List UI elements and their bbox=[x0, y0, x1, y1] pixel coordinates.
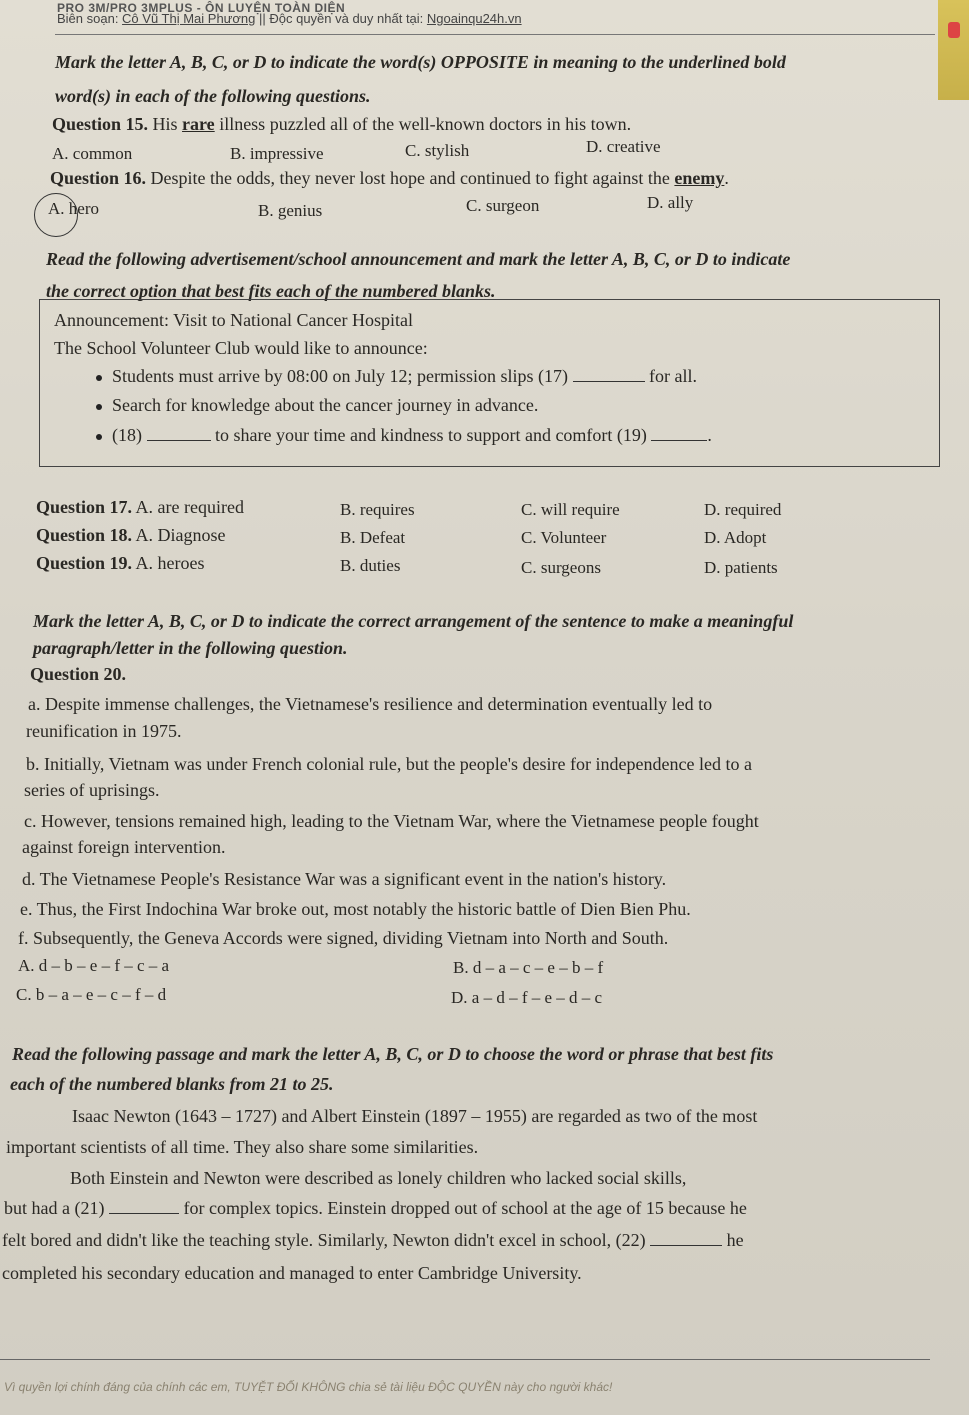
question-16-stem bbox=[50, 168, 729, 189]
q17-option-a[interactable]: A. are required bbox=[135, 497, 244, 517]
q18-option-d[interactable]: D. Adopt bbox=[704, 528, 767, 547]
q20-option-d[interactable]: D. a – d – f – e – d – c bbox=[451, 988, 603, 1007]
passage-p2-line4: completed his secondary education and managed to enter Cambridge University. bbox=[2, 1263, 582, 1283]
announcement-bullet-1 bbox=[112, 366, 697, 387]
q19-option-b[interactable]: B. duties bbox=[340, 556, 401, 575]
q15-pre: His bbox=[148, 114, 183, 134]
q15-post: illness puzzled all of the well-known doctors in his town. bbox=[214, 114, 632, 134]
q20-sentence-a-line2: reunification in 1975. bbox=[26, 721, 182, 741]
q17-option-b[interactable]: B. requires bbox=[340, 500, 415, 519]
q15-underlined-word: rare bbox=[182, 114, 215, 134]
bullet1-text-b: for all. bbox=[644, 366, 697, 386]
p2b-post: for complex topics. Einstein dropped out of school at the age of 15 because he bbox=[178, 1198, 747, 1218]
q15-option-a[interactable]: A. common bbox=[52, 144, 133, 163]
bullet3-text-c: . bbox=[707, 425, 712, 445]
yellow-sticker bbox=[938, 0, 969, 100]
question-18-label: Question 18. bbox=[36, 525, 133, 545]
q20-sentence-b-line1: b. Initially, Vietnam was under French colonial rule, but the people's desire for independence led to a bbox=[26, 754, 752, 774]
p2c-post: he bbox=[722, 1230, 744, 1250]
q15-option-d[interactable]: D. creative bbox=[586, 137, 661, 156]
bullet-dot bbox=[96, 404, 102, 410]
site-link[interactable]: Ngoainqu24h.vn bbox=[426, 11, 522, 26]
q15-option-c[interactable]: C. stylish bbox=[405, 141, 470, 160]
q19-option-c[interactable]: C. surgeons bbox=[521, 558, 601, 577]
q17-option-d[interactable]: D. required bbox=[704, 500, 782, 519]
q20-sentence-f: f. Subsequently, the Geneva Accords were signed, dividing Vietnam into North and South. bbox=[18, 928, 669, 948]
author-middle: || Độc quyền và duy nhất tại: bbox=[255, 11, 427, 26]
blank-21[interactable] bbox=[109, 1213, 179, 1214]
announcement-bullet-3 bbox=[112, 425, 712, 446]
author-line bbox=[57, 11, 522, 26]
blank-19[interactable] bbox=[651, 440, 707, 441]
question-15-stem bbox=[52, 114, 631, 135]
bullet-dot bbox=[96, 434, 102, 440]
blank-18[interactable] bbox=[147, 440, 211, 441]
section2-instruction-line1: Read the following advertisement/school announcement and mark the letter A, B, C, or D to indicate bbox=[46, 249, 791, 269]
question-18-row bbox=[36, 525, 226, 546]
q16-option-c[interactable]: C. surgeon bbox=[466, 196, 540, 215]
q18-option-c[interactable]: C. Volunteer bbox=[521, 528, 607, 547]
question-19-label: Question 19. bbox=[36, 553, 133, 573]
blank-22[interactable] bbox=[650, 1245, 722, 1246]
p2b-pre: but had a (21) bbox=[4, 1198, 109, 1218]
section2-instruction-line2: the correct option that best fits each of the numbered blanks. bbox=[46, 281, 496, 301]
q19-option-d[interactable]: D. patients bbox=[704, 558, 778, 577]
passage-p1-line1: Isaac Newton (1643 – 1727) and Albert Einstein (1897 – 1955) are regarded as two of the most bbox=[72, 1106, 758, 1126]
passage-p2-line2 bbox=[4, 1198, 747, 1219]
bullet3-text-a: (18) bbox=[112, 425, 147, 445]
author-name: Cô Vũ Thị Mai Phương bbox=[122, 11, 256, 26]
q20-sentence-b-line2: series of uprisings. bbox=[24, 780, 160, 800]
q20-sentence-d: d. The Vietnamese People's Resistance War was a significant event in the nation's history. bbox=[22, 869, 667, 889]
section1-instruction-line2: word(s) in each of the following questions. bbox=[55, 86, 371, 106]
author-prefix: Biên soạn: bbox=[57, 11, 123, 26]
copyright-notice: Vì quyền lợi chính đáng của chính các em, TUYỆT ĐỐI KHÔNG chia sẻ tài liệu ĐỘC QUYỀN này cho người khác! bbox=[4, 1380, 613, 1394]
section4-instruction-line2: each of the numbered blanks from 21 to 25. bbox=[10, 1074, 334, 1094]
q16-underlined-word: enemy bbox=[674, 168, 725, 188]
q20-option-b[interactable]: B. d – a – c – e – b – f bbox=[453, 958, 604, 977]
blank-17[interactable] bbox=[573, 381, 645, 382]
question-17-label: Question 17. bbox=[36, 497, 133, 517]
course-title: PRO 3M/PRO 3MPLUS - ÔN LUYỆN TOÀN DIỆN bbox=[57, 1, 346, 15]
q16-option-b[interactable]: B. genius bbox=[258, 201, 323, 220]
q16-option-a[interactable]: A. hero bbox=[48, 199, 99, 218]
q20-sentence-c-line1: c. However, tensions remained high, leading to the Vietnam War, where the Vietnamese people fought bbox=[24, 811, 759, 831]
passage-p2-line1: Both Einstein and Newton were described as lonely children who lacked social skills, bbox=[70, 1168, 687, 1188]
question-16-label: Question 16. bbox=[50, 168, 147, 188]
passage-p2-line3 bbox=[2, 1230, 744, 1251]
q16-pre: Despite the odds, they never lost hope and continued to fight against the bbox=[146, 168, 675, 188]
q18-option-a[interactable]: A. Diagnose bbox=[135, 525, 226, 545]
q20-sentence-c-line2: against foreign intervention. bbox=[22, 837, 226, 857]
section4-instruction-line1: Read the following passage and mark the letter A, B, C, or D to choose the word or phrase that best fits bbox=[12, 1044, 774, 1064]
bullet1-text-a: Students must arrive by 08:00 on July 12; permission slips (17) bbox=[112, 366, 573, 386]
section3-instruction-line1: Mark the letter A, B, C, or D to indicate the correct arrangement of the sentence to make a meaningful bbox=[33, 611, 794, 631]
announcement-title: Announcement: Visit to National Cancer Hospital bbox=[54, 310, 414, 330]
question-15-label: Question 15. bbox=[52, 114, 149, 134]
section3-instruction-line2: paragraph/letter in the following question. bbox=[33, 638, 348, 658]
announcement-intro: The School Volunteer Club would like to announce: bbox=[54, 338, 428, 358]
q20-sentence-a-line1: a. Despite immense challenges, the Vietnamese's resilience and determination eventually led to bbox=[28, 694, 713, 714]
q20-option-a[interactable]: A. d – b – e – f – c – a bbox=[18, 956, 170, 975]
q15-option-b[interactable]: B. impressive bbox=[230, 144, 324, 163]
red-marker bbox=[948, 22, 960, 38]
footer-divider bbox=[0, 1359, 930, 1360]
question-20-label: Question 20. bbox=[30, 664, 127, 684]
bullet-dot bbox=[96, 375, 102, 381]
q16-post: . bbox=[724, 168, 729, 188]
q16-option-d[interactable]: D. ally bbox=[647, 193, 694, 212]
p2c-pre: felt bored and didn't like the teaching style. Similarly, Newton didn't excel in school, (22) bbox=[2, 1230, 651, 1250]
q20-sentence-e: e. Thus, the First Indochina War broke out, most notably the historic battle of Dien Bien Phu. bbox=[20, 899, 691, 919]
q18-option-b[interactable]: B. Defeat bbox=[340, 528, 406, 547]
bullet3-text-b: to share your time and kindness to support and comfort (19) bbox=[210, 425, 652, 445]
q19-option-a[interactable]: A. heroes bbox=[135, 553, 205, 573]
header-divider bbox=[55, 34, 935, 35]
question-19-row bbox=[36, 553, 205, 574]
passage-p1-line2: important scientists of all time. They also share some similarities. bbox=[6, 1137, 479, 1157]
section1-instruction-line1: Mark the letter A, B, C, or D to indicate the word(s) OPPOSITE in meaning to the underlined bold bbox=[55, 52, 786, 72]
announcement-bullet-2: Search for knowledge about the cancer journey in advance. bbox=[112, 395, 539, 415]
q17-option-c[interactable]: C. will require bbox=[521, 500, 620, 519]
q20-option-c[interactable]: C. b – a – e – c – f – d bbox=[16, 985, 167, 1004]
question-17-row bbox=[36, 497, 244, 518]
